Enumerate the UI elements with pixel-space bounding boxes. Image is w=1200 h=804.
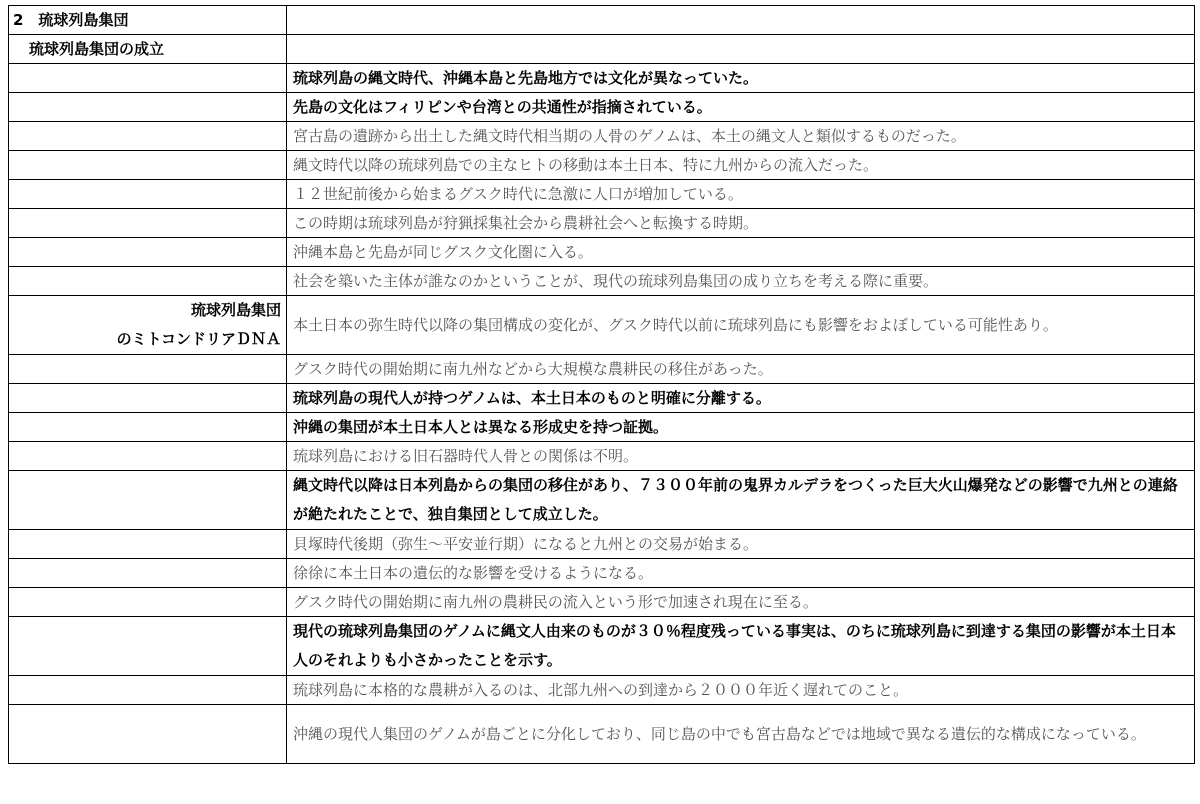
section-heading[interactable]: 2 琉球列島集団 bbox=[9, 6, 287, 35]
empty-cell[interactable] bbox=[9, 559, 287, 588]
empty-cell[interactable] bbox=[9, 617, 287, 676]
note-cell[interactable]: 宮古島の遺跡から出土した縄文時代相当期の人骨のゲノムは、本土の縄文人と類似するものだった。 bbox=[287, 122, 1195, 151]
subsection-heading[interactable]: 琉球列島集団の成立 bbox=[9, 35, 287, 64]
table-row bbox=[9, 384, 1195, 413]
note-cell[interactable]: グスク時代の開始期に南九州の農耕民の流入という形で加速され現在に至る。 bbox=[287, 588, 1195, 617]
note-cell[interactable]: 縄文時代以降の琉球列島での主なヒトの移動は本土日本、特に九州からの流入だった。 bbox=[287, 151, 1195, 180]
empty-cell[interactable] bbox=[9, 151, 287, 180]
table-row bbox=[9, 93, 1195, 122]
table-row bbox=[9, 35, 1195, 64]
table-row bbox=[9, 267, 1195, 296]
spreadsheet-table bbox=[8, 5, 1195, 764]
mitochondria-label-line-2: のミトコンドリアＤＮＡ bbox=[116, 330, 281, 348]
table-row bbox=[9, 180, 1195, 209]
empty-cell[interactable] bbox=[9, 413, 287, 442]
note-cell[interactable]: 徐徐に本土日本の遺伝的な影響を受けるようになる。 bbox=[287, 559, 1195, 588]
table-row bbox=[9, 530, 1195, 559]
empty-cell[interactable] bbox=[9, 676, 287, 705]
table-row bbox=[9, 413, 1195, 442]
table-row bbox=[9, 6, 1195, 35]
table-row bbox=[9, 588, 1195, 617]
note-cell[interactable]: 琉球列島における旧石器時代人骨との関係は不明。 bbox=[287, 442, 1195, 471]
note-cell[interactable]: 先島の文化はフィリピンや台湾との共通性が指摘されている。 bbox=[287, 93, 1195, 122]
empty-cell[interactable] bbox=[9, 471, 287, 530]
table-row bbox=[9, 296, 1195, 355]
mitochondria-label-cell[interactable] bbox=[9, 296, 287, 355]
note-cell[interactable]: この時期は琉球列島が狩猟採集社会から農耕社会へと転換する時期。 bbox=[287, 209, 1195, 238]
empty-cell[interactable] bbox=[9, 64, 287, 93]
note-cell[interactable]: 沖縄の現代人集団のゲノムが島ごとに分化しており、同じ島の中でも宮古島などでは地域で異なる遺伝的な構成になっている。 bbox=[287, 705, 1195, 764]
empty-cell[interactable] bbox=[9, 384, 287, 413]
table-row bbox=[9, 122, 1195, 151]
empty-cell[interactable] bbox=[9, 442, 287, 471]
table-row bbox=[9, 209, 1195, 238]
empty-cell[interactable] bbox=[9, 705, 287, 764]
note-cell[interactable]: 琉球列島に本格的な農耕が入るのは、北部九州への到達から２０００年近く遅れてのこと。 bbox=[287, 676, 1195, 705]
note-cell[interactable]: 琉球列島の現代人が持つゲノムは、本土日本のものと明確に分離する。 bbox=[287, 384, 1195, 413]
table-row bbox=[9, 442, 1195, 471]
note-cell[interactable]: 琉球列島の縄文時代、沖縄本島と先島地方では文化が異なっていた。 bbox=[287, 64, 1195, 93]
note-cell[interactable]: 縄文時代以降は日本列島からの集団の移住があり、７３００年前の鬼界カルデラをつくった巨大火山爆発などの影響で九州との連絡が絶たれたことで、独自集団として成立した。 bbox=[287, 471, 1195, 530]
note-cell[interactable]: 本土日本の弥生時代以降の集団構成の変化が、グスク時代以前に琉球列島にも影響をおよぼしている可能性あり。 bbox=[287, 296, 1195, 355]
note-cell[interactable]: １２世紀前後から始まるグスク時代に急激に人口が増加している。 bbox=[287, 180, 1195, 209]
empty-cell[interactable] bbox=[287, 35, 1195, 64]
table-row bbox=[9, 705, 1195, 764]
table-row bbox=[9, 151, 1195, 180]
note-cell[interactable]: 沖縄の集団が本土日本人とは異なる形成史を持つ証拠。 bbox=[287, 413, 1195, 442]
note-cell[interactable]: 社会を築いた主体が誰なのかということが、現代の琉球列島集団の成り立ちを考える際に重要。 bbox=[287, 267, 1195, 296]
empty-cell[interactable] bbox=[9, 267, 287, 296]
table-row bbox=[9, 676, 1195, 705]
table-row bbox=[9, 471, 1195, 530]
empty-cell[interactable] bbox=[9, 180, 287, 209]
table-row bbox=[9, 64, 1195, 93]
empty-cell[interactable] bbox=[9, 588, 287, 617]
note-cell[interactable]: 貝塚時代後期（弥生～平安並行期）になると九州との交易が始まる。 bbox=[287, 530, 1195, 559]
table-row bbox=[9, 559, 1195, 588]
empty-cell[interactable] bbox=[9, 238, 287, 267]
note-cell[interactable]: 沖縄本島と先島が同じグスク文化圏に入る。 bbox=[287, 238, 1195, 267]
empty-cell[interactable] bbox=[9, 530, 287, 559]
empty-cell[interactable] bbox=[9, 355, 287, 384]
empty-cell[interactable] bbox=[9, 93, 287, 122]
empty-cell[interactable] bbox=[9, 122, 287, 151]
table-row bbox=[9, 355, 1195, 384]
table-row bbox=[9, 617, 1195, 676]
table-row bbox=[9, 238, 1195, 267]
empty-cell[interactable] bbox=[9, 209, 287, 238]
note-cell[interactable]: 現代の琉球列島集団のゲノムに縄文人由来のものが３０％程度残っている事実は、のちに琉球列島に到達する集団の影響が本土日本人のそれよりも小さかったことを示す。 bbox=[287, 617, 1195, 676]
mitochondria-label-line-1: 琉球列島集団 bbox=[190, 301, 281, 319]
empty-cell[interactable] bbox=[287, 6, 1195, 35]
note-cell[interactable]: グスク時代の開始期に南九州などから大規模な農耕民の移住があった。 bbox=[287, 355, 1195, 384]
